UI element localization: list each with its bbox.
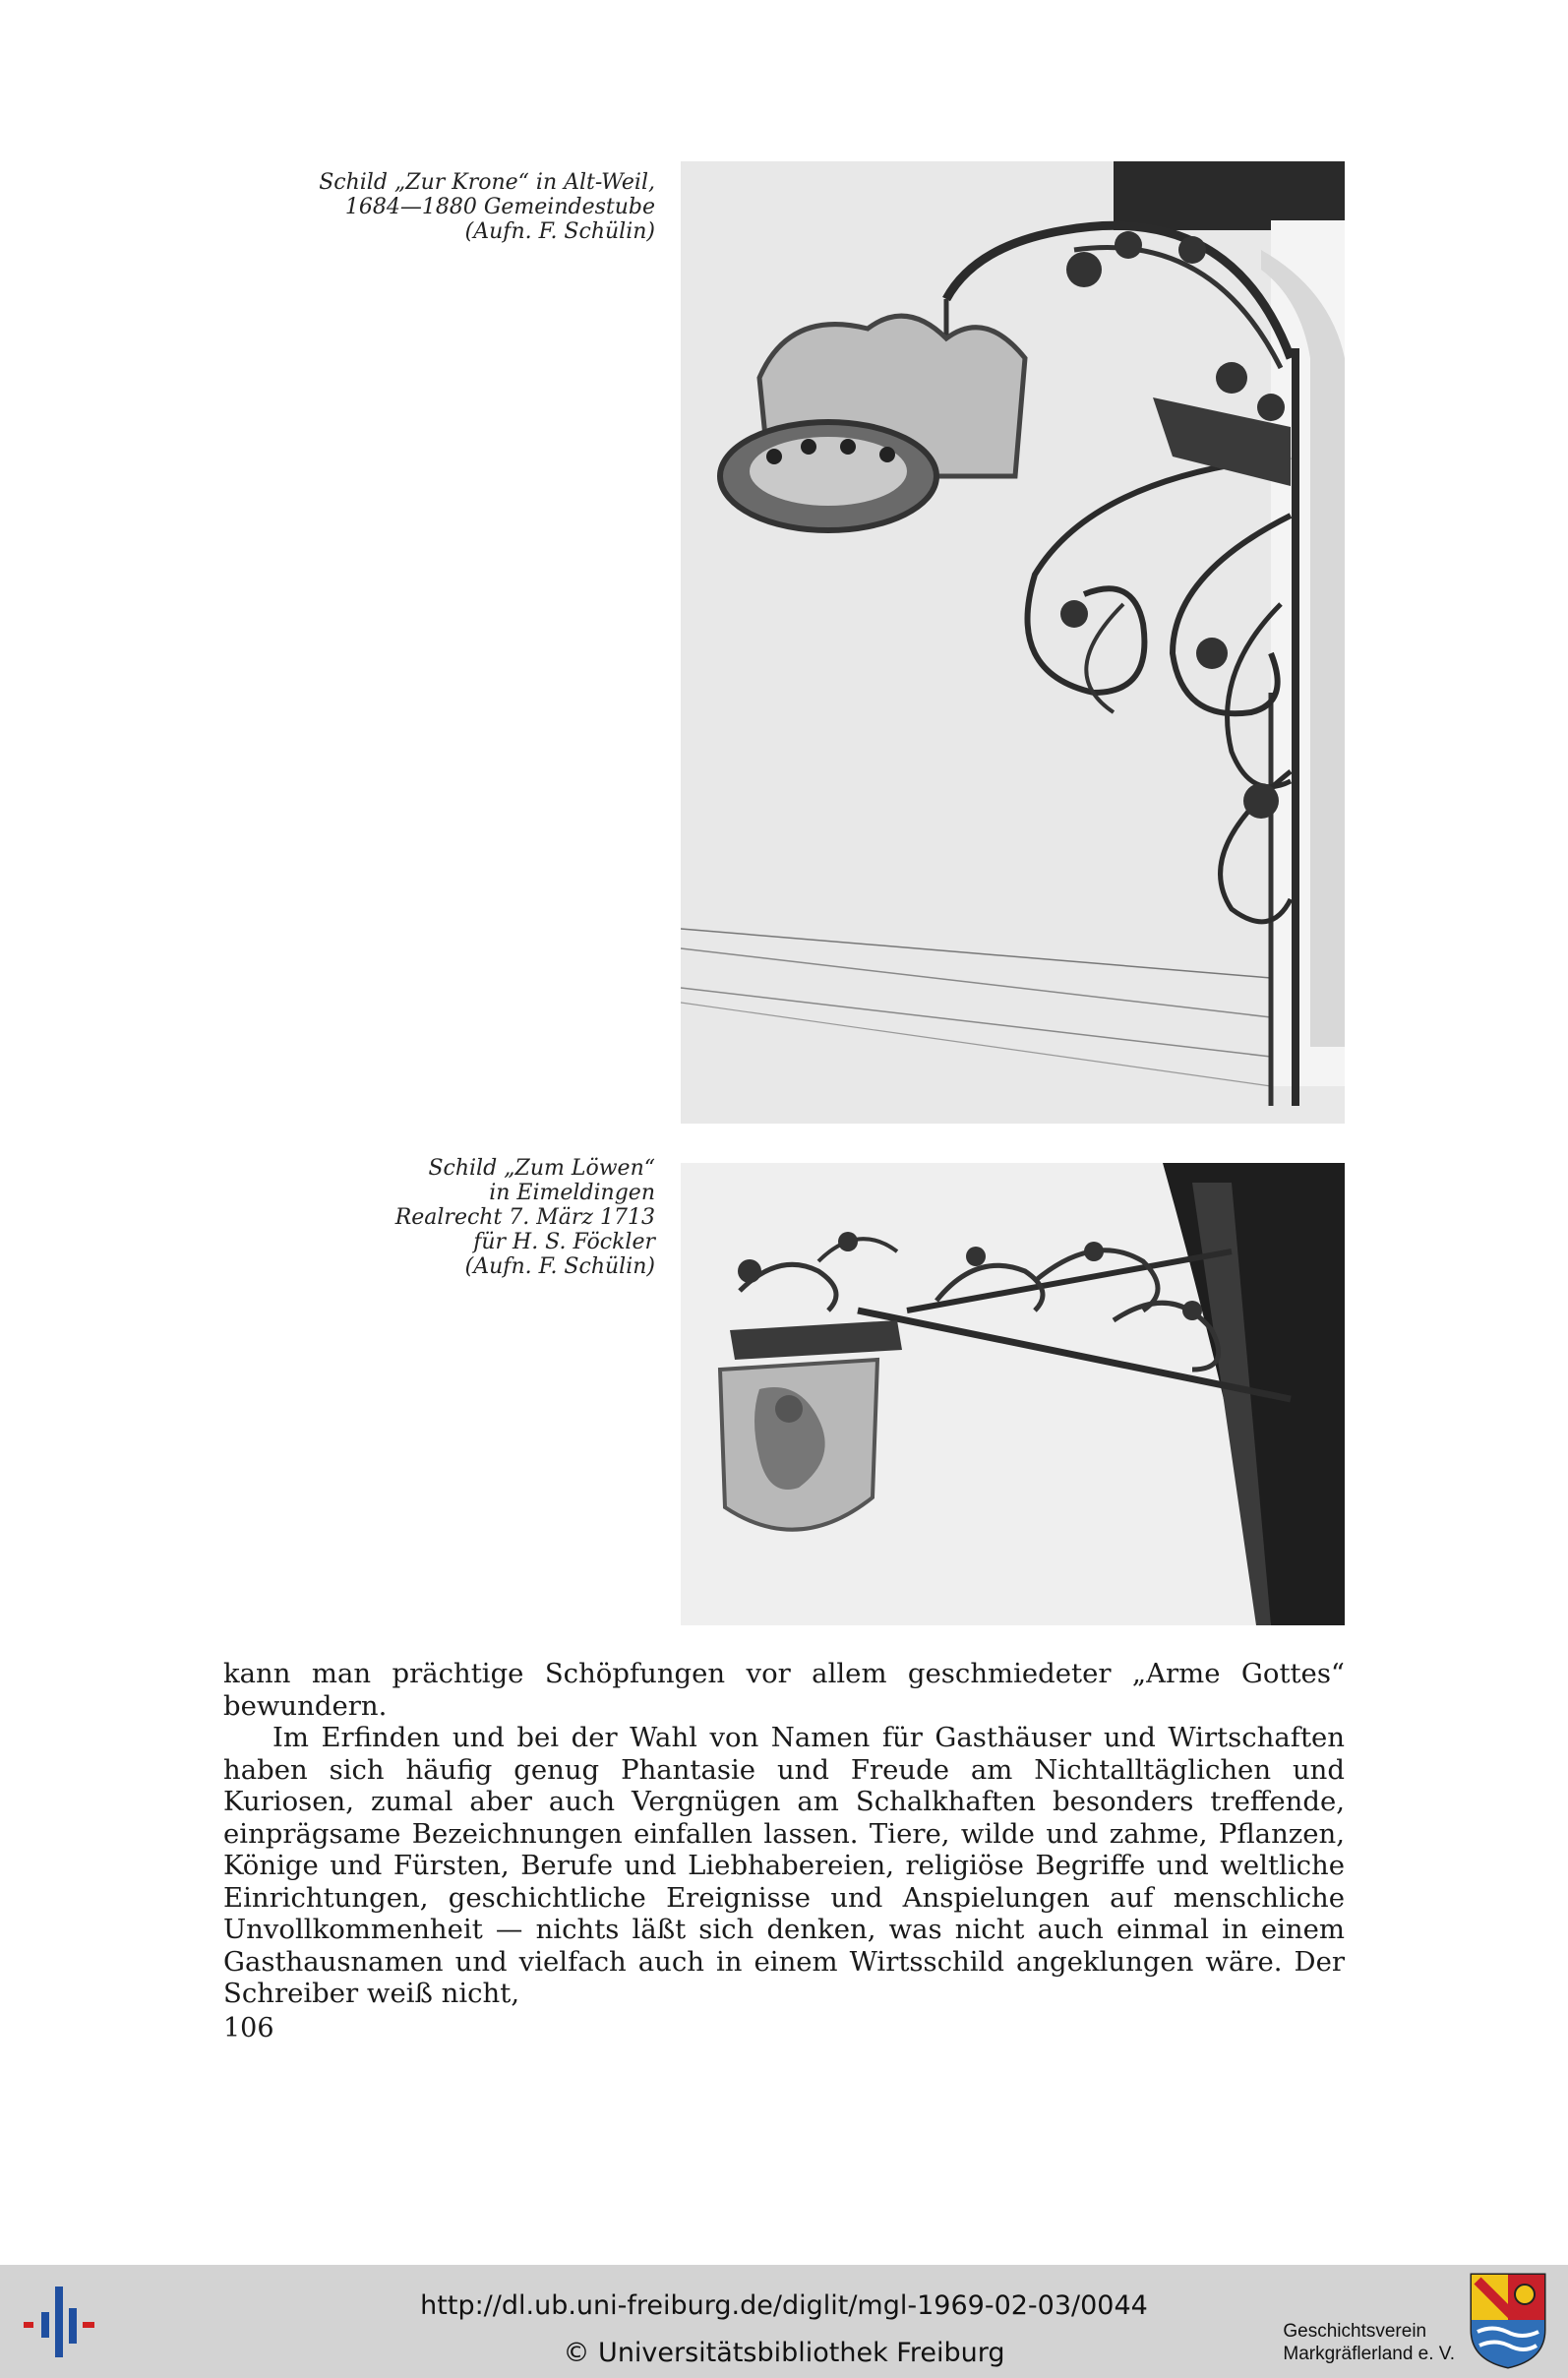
- caption-line: (Aufn. F. Schülin): [464, 219, 655, 244]
- crown-sign-illustration: [681, 161, 1345, 1124]
- caption-line: in Eimeldingen: [489, 1181, 655, 1205]
- footer-society-name: [1283, 2320, 1455, 2365]
- caption-line: (Aufn. F. Schülin): [464, 1254, 655, 1279]
- coat-of-arms-icon: [1468, 2271, 1548, 2369]
- body-text: [223, 1658, 1345, 2010]
- caption-line: Schild „Zur Krone“ in Alt-Weil,: [319, 170, 655, 195]
- page-number: 106: [223, 2013, 274, 2043]
- footer-bar: [0, 2265, 1568, 2378]
- caption-line: für H. S. Föckler: [473, 1230, 655, 1254]
- photo-krone-sign: [681, 161, 1345, 1124]
- paragraph: Im Erfinden und bei der Wahl von Namen für Gasthäuser und Wirtschaften haben sich häufig genug Phantasie und Freude am Nichtalltäglichen und Kuriosen, zumal aber auch Vergnügen am Schalkhaften besonders treffende, einprägsame Bezeichnungen einfallen lassen. Tiere, wilde und zahme, Pflanzen, Könige und Fürsten, Berufe und Liebhabereien, religiöse Begriffe und weltliche Einrichtungen, geschichtliche Ereignisse und Anspielungen auf menschliche Unvollkommenheit — nichts läßt sich denken, was nicht auch einmal in einem Gasthausnamen und vielfach auch in einem Wirtsschild angeklungen wäre. Der Schreiber weiß nicht,: [223, 1722, 1345, 2009]
- caption-krone: [319, 170, 655, 244]
- footer-copyright: © Universitätsbibliothek Freiburg: [563, 2338, 1005, 2368]
- caption-line: 1684—1880 Gemeindestube: [344, 195, 655, 219]
- lion-sign-illustration: [681, 1163, 1345, 1625]
- photo-loewen-sign: [681, 1163, 1345, 1625]
- footer-url[interactable]: http://dl.ub.uni-freiburg.de/diglit/mgl-1969-02-03/0044: [420, 2290, 1148, 2321]
- caption-line: Realrecht 7. März 1713: [394, 1205, 655, 1230]
- society-line: Markgräflerland e. V.: [1283, 2344, 1455, 2364]
- caption-line: Schild „Zum Löwen“: [428, 1156, 655, 1181]
- paragraph: kann man prächtige Schöpfungen vor allem geschmiedeter „Arme Gottes“ bewundern.: [223, 1658, 1345, 1722]
- society-line: Geschichtsverein: [1283, 2321, 1427, 2342]
- caption-loewen: [395, 1156, 655, 1279]
